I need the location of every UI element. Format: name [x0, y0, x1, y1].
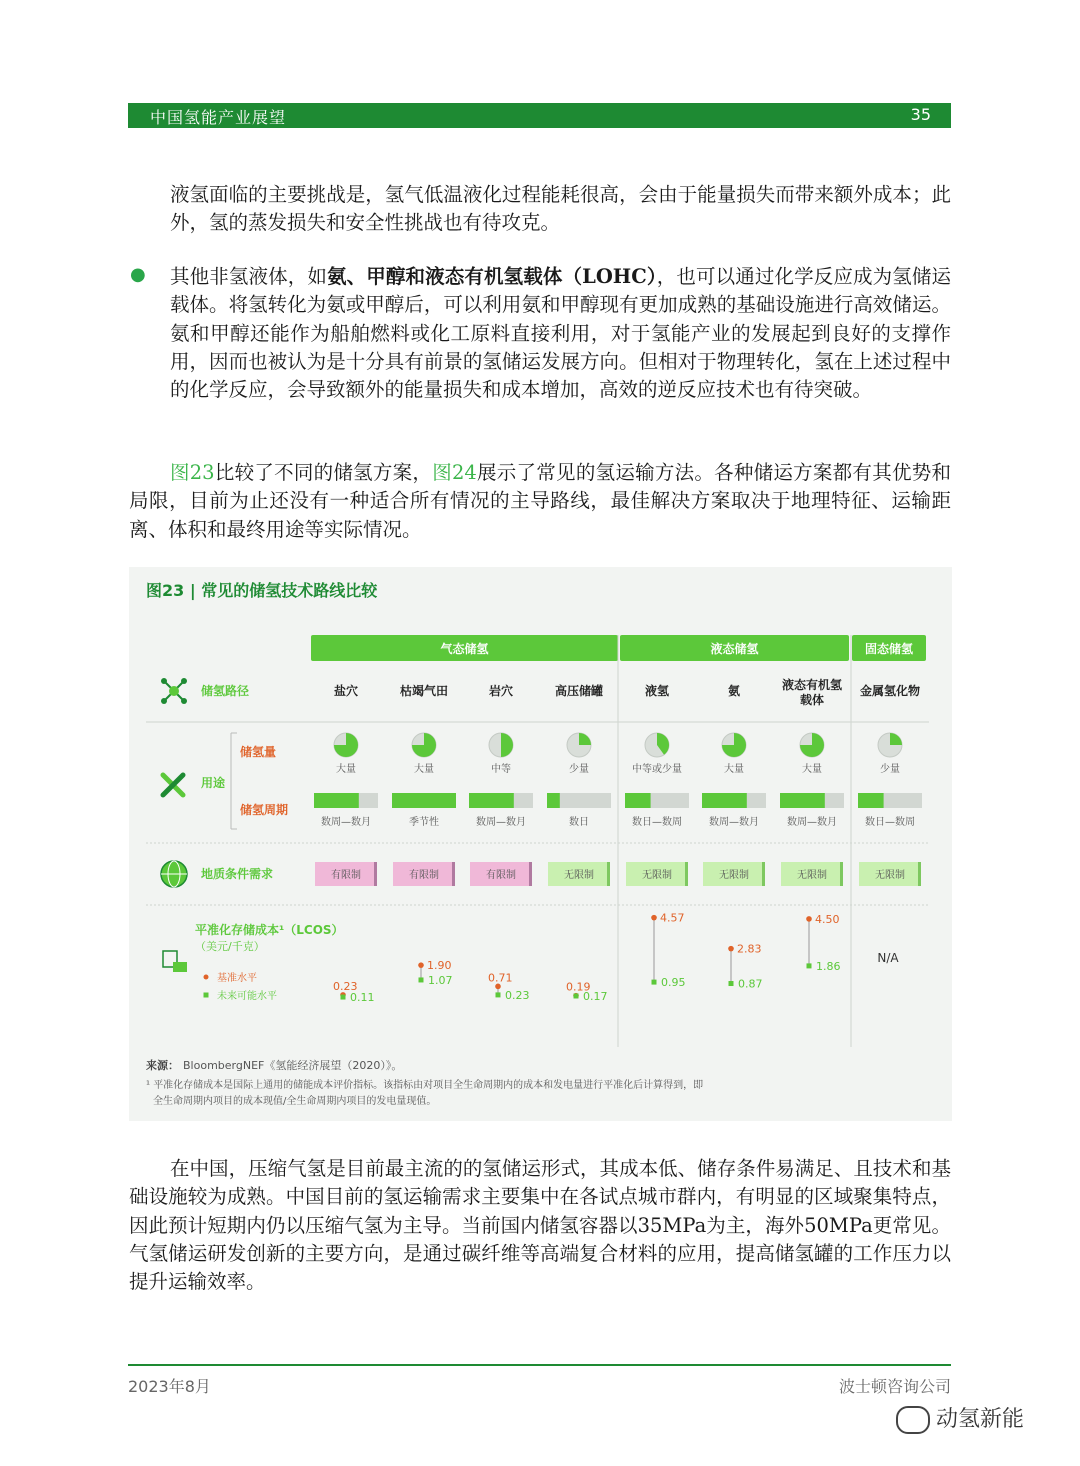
capacity-row-label: 储氢量: [240, 745, 277, 759]
period-bar-fill: [858, 793, 884, 808]
column-name-line1: 液态有机氢: [781, 678, 843, 692]
lcos-base-marker: [495, 984, 501, 990]
column-name: 岩穴: [488, 684, 514, 698]
lcos-future-marker: [496, 992, 501, 997]
usage-row-label: 用途: [201, 776, 226, 790]
figure-24-link[interactable]: 图24: [432, 461, 477, 484]
period-bar-fill: [702, 793, 747, 808]
lcos-base-label: 4.50: [815, 912, 840, 926]
geology-badge-edge: [529, 862, 532, 886]
para3-text-1: 比较了不同的储氢方案，: [214, 461, 433, 484]
lcos-future-marker: [574, 993, 579, 998]
geology-badge-edge: [607, 862, 610, 886]
paragraph-non-hydrogen-liquids: [170, 263, 951, 404]
geology-badge-edge: [452, 862, 455, 886]
watermark: [896, 1402, 1024, 1434]
geology-badge-label: 有限制: [409, 870, 439, 881]
geology-row-label: 地质条件需求: [201, 867, 274, 881]
bullet-dot: ●: [130, 264, 146, 285]
lcos-base-label: 0.19: [566, 980, 591, 994]
period-label: 数周—数月: [476, 817, 526, 828]
legend-base-marker: [204, 975, 209, 980]
watermark-text: 动氢新能: [936, 1407, 1025, 1432]
group-header-label: 气态储氢: [440, 642, 489, 656]
wechat-icon: [896, 1406, 930, 1434]
capacity-label: 中等: [491, 764, 511, 775]
period-label: 季节性: [409, 817, 439, 828]
period-label: 数周—数月: [709, 817, 759, 828]
geology-badge-label: 有限制: [331, 870, 361, 881]
period-label: 数日: [569, 817, 589, 828]
column-name: 液氢: [644, 684, 670, 698]
lcos-title: 平准化存储成本¹（LCOS）: [195, 923, 344, 937]
route-row-label: 储氢路径: [201, 684, 250, 698]
legend-future-label: 未来可能水平: [217, 991, 277, 1002]
lcos-future-marker: [807, 963, 812, 968]
geology-badge-label: 无限制: [719, 870, 749, 881]
column-name: 金属氢化物: [859, 684, 921, 698]
capacity-label: 大量: [414, 764, 434, 775]
lcos-base-label: 1.90: [427, 959, 452, 973]
period-label: 数日—数周: [865, 817, 915, 828]
lcos-base-label: 0.23: [333, 979, 358, 993]
capacity-label: 少量: [880, 764, 900, 775]
lcos-future-label: 1.07: [428, 973, 453, 987]
geology-badge-label: 无限制: [797, 870, 827, 881]
network-icon-node: [161, 698, 167, 704]
capacity-label: 大量: [724, 764, 744, 775]
geology-badge-edge: [762, 862, 765, 886]
capacity-label: 中等或少量: [632, 764, 682, 775]
lcos-base-label: 2.83: [737, 942, 762, 956]
lcos-future-label: 0.11: [350, 991, 375, 1005]
group-header-label: 液态储氢: [710, 642, 759, 656]
lcos-na-label: N/A: [877, 951, 899, 965]
geology-badge-label: 无限制: [642, 870, 672, 881]
figure-title: 图23 | 常见的储氢技术路线比较: [146, 581, 378, 600]
figure-footnote-line2: 全生命周期内项目的成本现值/全生命周期内项目的发电量现值。: [153, 1096, 437, 1107]
period-label: 数周—数月: [321, 817, 371, 828]
lcos-base-label: 0.71: [488, 971, 513, 985]
geology-badge-edge: [918, 862, 921, 886]
network-icon-node: [161, 678, 167, 684]
figure-23-link[interactable]: 图23: [170, 461, 215, 484]
period-bar-fill: [547, 793, 560, 808]
figure-23-graphic: [129, 567, 952, 1121]
geology-badge-edge: [685, 862, 688, 886]
figure-23: [129, 567, 952, 1121]
cost-icon-card: [173, 962, 187, 972]
lcos-future-label: 0.23: [505, 988, 530, 1002]
column-name: 高压储罐: [554, 684, 604, 698]
lcos-base-marker: [728, 946, 734, 952]
column-name: 枯竭气田: [399, 684, 449, 698]
lcos-base-marker: [806, 916, 812, 922]
paragraph-figure-refs: [129, 459, 951, 544]
legend-base-label: 基准水平: [217, 973, 257, 984]
period-bar-fill: [780, 793, 825, 808]
paragraph-china-compressed-hydrogen: 在中国，压缩气氢是目前最主流的的氢储运形式，其成本低、储存条件易满足、且技术和基础设施较为成熟。中国目前的氢运输需求主要集中在各试点城市群内，有明显的区域聚集特点，因此预计短期内仍以压缩气氢为主导。当前国内储氢容器以35MPa为主，海外50MPa更常见。气氢储运研发创新的主要方向，是通过碳纤维等高端复合材料的应用，提高储氢罐的工作压力以提升运输效率。: [129, 1157, 951, 1294]
lcos-future-marker: [652, 980, 657, 985]
lcos-future-marker: [419, 977, 424, 982]
capacity-pie-slice: [579, 733, 591, 745]
geology-badge-label: 无限制: [875, 870, 905, 881]
capacity-pie-slice: [890, 733, 902, 745]
bullet-text-bold: 氨、甲醇和液态有机氢载体（LOHC）: [327, 265, 657, 288]
lcos-base-marker: [418, 962, 424, 968]
lcos-base-label: 4.57: [660, 911, 685, 925]
bullet-text-pre: 其他非氢液体，如: [170, 265, 327, 288]
network-icon-node: [181, 678, 187, 684]
capacity-label: 少量: [569, 764, 589, 775]
network-icon: [169, 686, 179, 696]
bullet-text-post: ，也可以通过化学反应成为氢储运载体。将氢转化为氨或甲醇后，可以利用氨和甲醇现有更加成熟的基础设施进行高效储运。氨和甲醇还能作为船舶燃料或化工原料直接利用，对于氢能产业的发展起到良好的支撑作用，因而也被认为是十分具有前景的氢储运发展方向。但相对于物理转化，氢在上述过程中的化学反应，会导致额外的能量损失和成本增加，高效的逆反应技术也有待突破。: [170, 265, 951, 402]
period-bar-fill: [314, 793, 359, 808]
group-header-label: 固态储氢: [864, 642, 914, 656]
report-title: 中国氢能产业展望: [150, 108, 287, 127]
page-number: 35: [910, 105, 931, 124]
period-bar-fill: [625, 793, 651, 808]
lcos-future-label: 1.86: [816, 959, 841, 973]
lcos-base-marker: [651, 915, 657, 921]
period-bar-fill: [469, 793, 514, 808]
page-header: [128, 103, 951, 128]
period-label: 数周—数月: [787, 817, 837, 828]
geology-badge-label: 有限制: [486, 870, 516, 881]
lcos-future-marker: [729, 981, 734, 986]
lcos-future-marker: [341, 995, 346, 1000]
para3-text-2: 展示了常见的氢运输方法。各种储运方案都有其优势和局限，目前为止还没有一种适合所有情况的主导路线，最佳解决方案取决于地理特征、运输距离、体积和最终用途等实际情况。: [129, 461, 951, 541]
column-name: 氨: [727, 684, 741, 698]
network-icon-node: [181, 698, 187, 704]
capacity-label: 大量: [802, 764, 822, 775]
lcos-unit: （美元/千克）: [195, 940, 265, 953]
period-bar-fill: [392, 793, 456, 808]
figure-footnote-line1: ¹ 平准化存储成本是国际上通用的储能成本评价指标。该指标由对项目全生命周期内的成本和发电量进行平准化后计算得到，即: [146, 1080, 704, 1091]
capacity-pie-slice: [501, 733, 513, 757]
footer-company: 波士顿咨询公司: [838, 1377, 951, 1396]
period-label: 数日—数周: [632, 817, 682, 828]
lcos-future-label: 0.95: [661, 976, 686, 990]
legend-future-marker: [204, 993, 209, 998]
geology-badge-edge: [840, 862, 843, 886]
figure-source-label: 来源：: [146, 1059, 179, 1072]
figure-source: BloombergNEF《氢能经济展望（2020）》。: [183, 1059, 403, 1072]
geology-badge-edge: [374, 862, 377, 886]
geology-badge-label: 无限制: [564, 870, 594, 881]
capacity-label: 大量: [336, 764, 356, 775]
lcos-future-label: 0.17: [583, 989, 608, 1003]
footer-divider: [128, 1364, 951, 1366]
column-name-line2: 载体: [799, 693, 825, 707]
lcos-future-label: 0.87: [738, 977, 763, 991]
paragraph-liquid-hydrogen: 液氢面临的主要挑战是，氢气低温液化过程能耗很高，会由于能量损失而带来额外成本；此外，氢的蒸发损失和安全性挑战也有待攻克。: [170, 183, 951, 235]
footer-date: 2023年8月: [128, 1377, 211, 1396]
period-row-label: 储氢周期: [240, 803, 289, 817]
column-name: 盐穴: [333, 684, 359, 698]
